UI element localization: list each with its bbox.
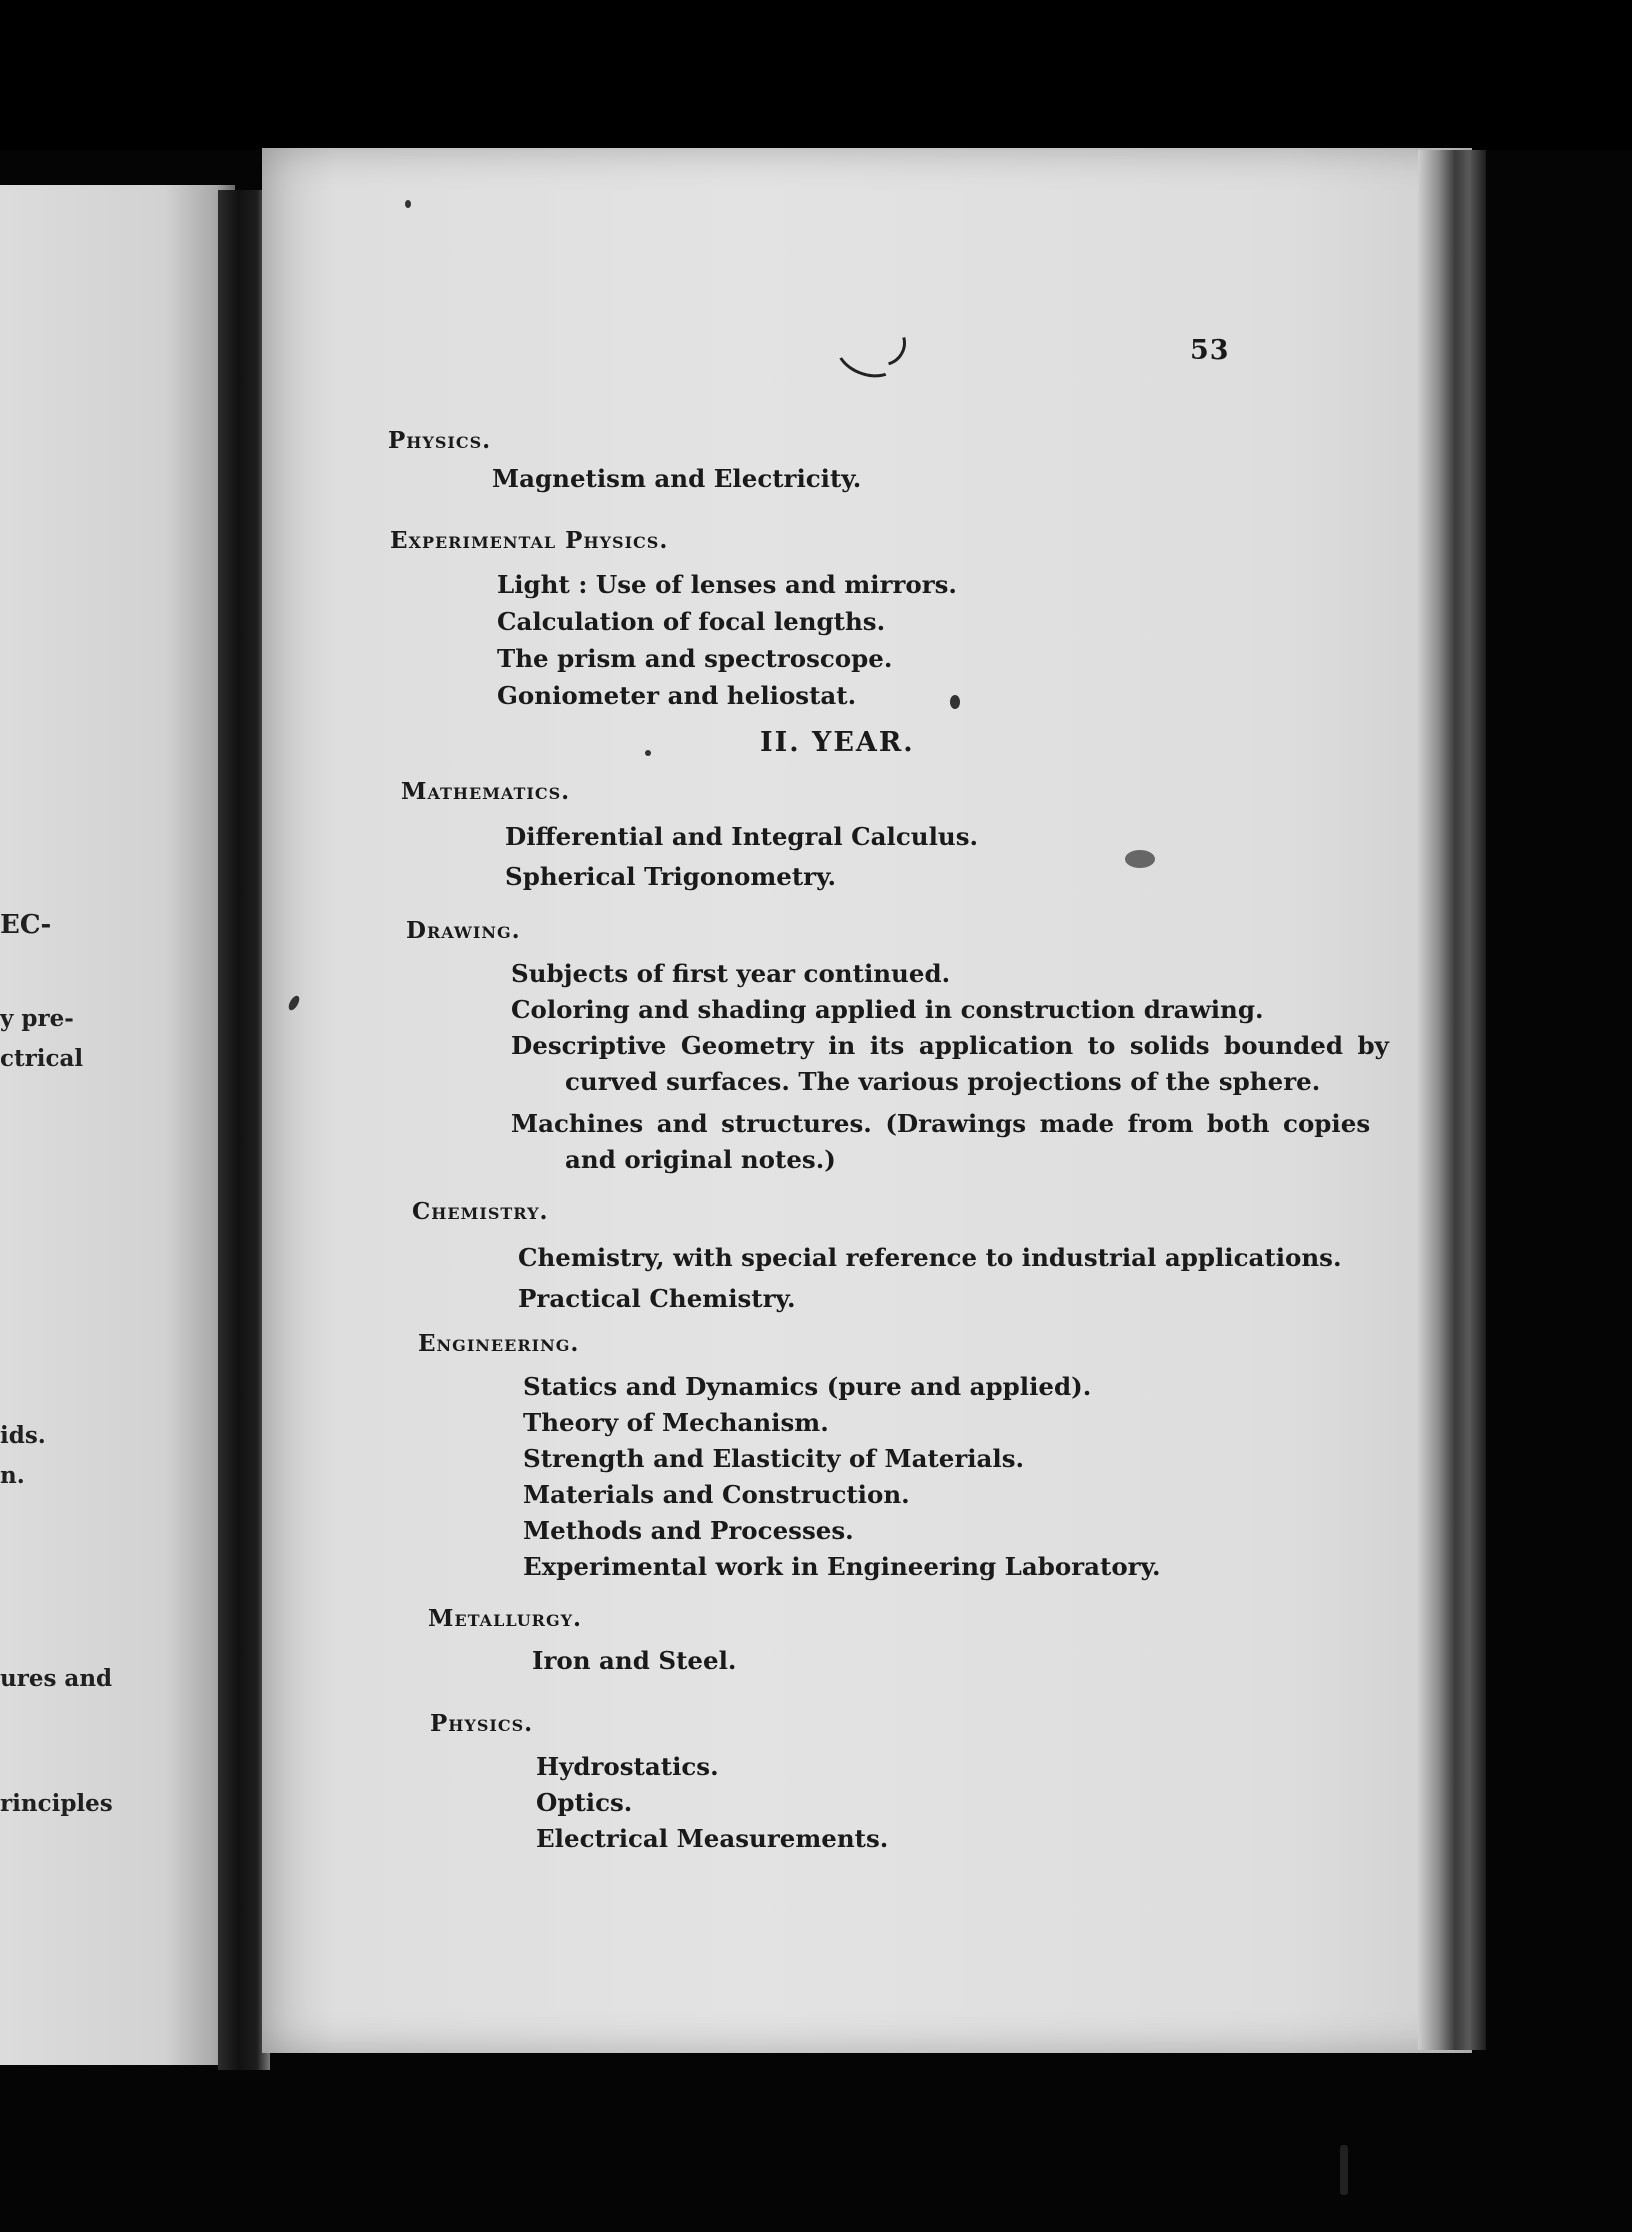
course-line: Iron and Steel. (532, 1646, 737, 1675)
course-line: curved surfaces. The various projections of the sphere. (565, 1067, 1321, 1096)
left-page-fragment: rinciples (0, 1790, 113, 1817)
course-line: Practical Chemistry. (518, 1284, 796, 1313)
section-physics-first (388, 427, 861, 493)
course-line: Optics. (536, 1788, 633, 1817)
course-line: Methods and Processes. (523, 1516, 854, 1545)
section-metallurgy (428, 1605, 736, 1675)
section-heading: Physics. (388, 427, 492, 454)
section-engineering (418, 1330, 1161, 1585)
course-line: Subjects of first year continued. (511, 959, 951, 988)
course-line: Descriptive Geometry in its application to solids bounded by (511, 1031, 1389, 1060)
left-page-fragment: n. (0, 1462, 25, 1489)
scan-top-border (0, 0, 1632, 150)
left-page-fragment: ids. (0, 1422, 46, 1449)
section-heading: Mathematics. (401, 778, 571, 805)
course-line: Calculation of focal lengths. (497, 607, 886, 636)
course-line: Electrical Measurements. (536, 1824, 889, 1853)
course-line: Light : Use of lenses and mirrors. (497, 570, 957, 599)
course-line: Goniometer and heliostat. (497, 681, 857, 710)
course-line: Theory of Mechanism. (523, 1408, 829, 1437)
course-line: Experimental work in Engineering Laboratory. (523, 1552, 1161, 1581)
section-physics-second (430, 1710, 888, 1857)
course-line: and original notes.) (565, 1145, 836, 1174)
ink-speck (1125, 850, 1155, 868)
page-edge-shadow (1418, 150, 1486, 2050)
section-heading: Physics. (430, 1710, 534, 1737)
section-heading: Metallurgy. (428, 1605, 583, 1632)
ink-speck (1340, 2145, 1348, 2195)
course-line: Chemistry, with special reference to industrial applications. (518, 1243, 1342, 1272)
course-line: Spherical Trigonometry. (505, 862, 837, 891)
course-line: Materials and Construction. (523, 1480, 910, 1509)
section-experimental-physics (390, 527, 957, 714)
year-heading: II. YEAR. (760, 727, 915, 758)
course-line: The prism and spectroscope. (497, 644, 893, 673)
page-number: 53 (1190, 335, 1230, 366)
section-heading: Engineering. (418, 1330, 580, 1357)
course-line: Hydrostatics. (536, 1752, 719, 1781)
course-line: Coloring and shading applied in construction drawing. (511, 995, 1264, 1024)
ink-speck (645, 750, 651, 756)
section-mathematics (401, 778, 978, 897)
left-page-fragment: ctrical (0, 1045, 84, 1072)
section-heading: Drawing. (406, 917, 521, 944)
left-page (0, 185, 235, 2065)
ink-speck (405, 200, 411, 208)
course-line: Magnetism and Electricity. (492, 464, 862, 493)
left-page-fragment: EC- (0, 910, 52, 940)
course-line: Differential and Integral Calculus. (505, 822, 979, 851)
course-line: Strength and Elasticity of Materials. (523, 1444, 1025, 1473)
ink-speck (950, 695, 960, 709)
section-chemistry (412, 1198, 1342, 1319)
section-heading: Experimental Physics. (390, 527, 669, 554)
section-heading: Chemistry. (412, 1198, 549, 1225)
left-page-fragment: y pre- (0, 1005, 74, 1032)
course-line: Machines and structures. (Drawings made from both copies (511, 1109, 1371, 1138)
section-drawing (406, 917, 1389, 1178)
left-page-fragment: ures and (0, 1665, 113, 1692)
course-line: Statics and Dynamics (pure and applied). (523, 1372, 1092, 1401)
